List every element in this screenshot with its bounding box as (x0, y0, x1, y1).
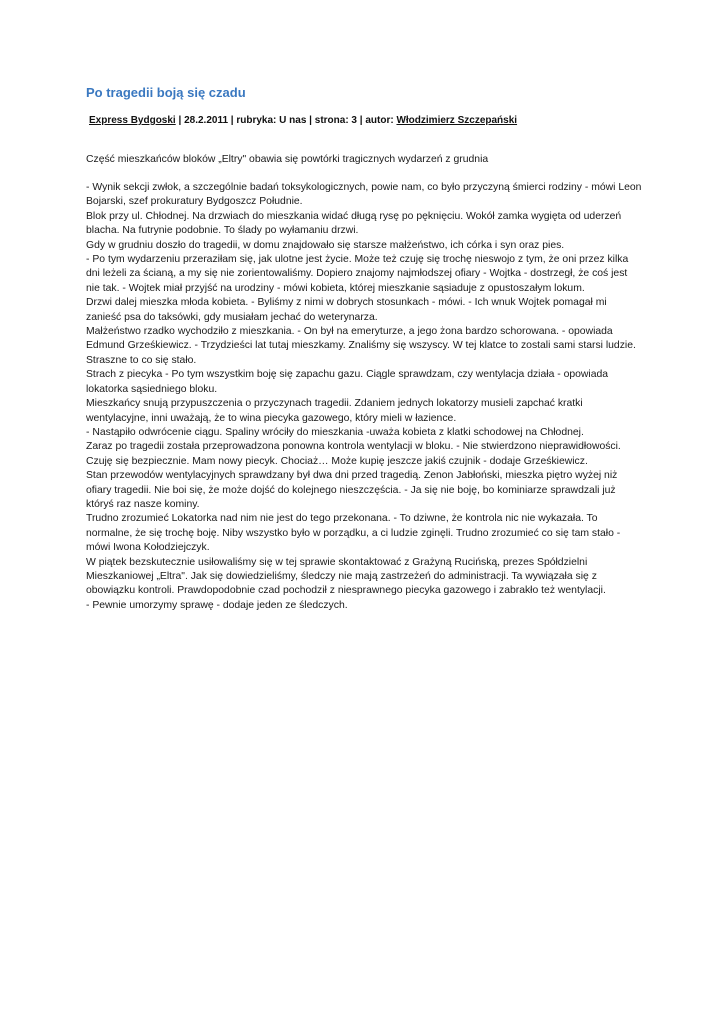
meta-separator: | (306, 115, 315, 126)
body-paragraph: Gdy w grudniu doszło do tragedii, w domu znajdowało się starsze małżeństwo, ich córka i syn oraz pies. (86, 239, 565, 251)
body-paragraph: Strach z piecyka - Po tym wszystkim boję się zapachu gazu. Ciągle sprawdzam, czy wentylacja działa - opowiada lokatorka sąsiedniego bloku. (86, 369, 609, 395)
body-paragraph: Małżeństwo rzadko wychodziło z mieszkania. - On był na emeryturze, a jego żona bardzo schorowana. - opowiada Edmund Grześkiewicz. - Trzydzieści lat tutaj mieszkamy. Znaliśmy się wszyscy. W tej klatce to zostali sami starsi ludzie. Straszne to co się stało. (86, 326, 636, 366)
article-body (86, 181, 642, 613)
article-meta (89, 115, 517, 126)
body-paragraph: Blok przy ul. Chłodnej. Na drzwiach do mieszkania widać długą rysę po pęknięciu. Wokół zamka wygięta od uderzeń blacha. Na futrynie podobnie. To ślady po wyłamaniu drzwi. (86, 210, 622, 237)
source-link[interactable]: Express Bydgoski (89, 115, 176, 126)
meta-separator: | (228, 115, 237, 126)
body-paragraph: Trudno zrozumieć Lokatorka nad nim nie jest do tego przekonana. - To dziwne, że kontrola nic nie wykazała. To normalne, że się trochę boję. Niby wszystko było w porządku, a ci ludzie zginęli. Trudno zrozumieć co się tam stało - mówi Iwona Kołodziejczyk. (86, 513, 621, 554)
body-paragraph: Zaraz po tragedii została przeprowadzona ponowna kontrola wentylacji w bloku. - Nie stwierdzono nieprawidłowości. Czuję się bezpiecznie. Mam nowy piecyk. Chociaż… Może kupię jeszcze jakiś czujnik - dodaje Grześkiewicz. (86, 441, 621, 467)
body-paragraph: - Po tym wydarzeniu przeraziłam się, jak ulotne jest życie. Może też czuję się trochę nieswojo z tym, że oni przez kilka dni leżeli za ścianą, a my się nie zorientowaliśmy. Dopiero znajomy najmłodszej ofiary - Wojtka - dostrzegł, że coś jest nie tak. - Wojtek miał przyjść na urodziny - mówi kobieta, której mieszkanie sąsiaduje z opustoszałym lokum. (86, 254, 629, 294)
author-label: autor: (365, 115, 397, 126)
article-date: 28.2.2011 (184, 115, 229, 126)
author-link[interactable]: Włodzimierz Szczepański (396, 115, 518, 126)
meta-separator: | (175, 115, 185, 126)
body-paragraph: - Wynik sekcji zwłok, a szczególnie badań toksykologicznych, powie nam, co było przyczyną śmierci rodziny - mówi Leon Bojarski, szef prokuratury Bydgoszcz Południe. (86, 182, 642, 208)
article-page: strona: 3 (314, 115, 357, 126)
body-paragraph: - Nastąpiło odwrócenie ciągu. Spaliny wróciły do mieszkania -uważa kobieta z klatki schodowej na Chłodnej. (86, 426, 584, 438)
article-lead: Część mieszkańców bloków „Eltry" obawia się powtórki tragicznych wydarzeń z grudnia (86, 154, 489, 165)
article-title: Po tragedii boją się czadu (86, 85, 246, 100)
body-paragraph: Mieszkańcy snują przypuszczenia o przyczynach tragedii. Zdaniem jednych lokatorzy musieli zapchać kratki wentylacyjne, inni uważają, że to wina piecyka gazowego, który mieli w łazience. (86, 398, 583, 424)
article-rubric: rubryka: U nas (236, 115, 307, 126)
body-paragraph: - Pewnie umorzymy sprawę - dodaje jeden ze śledczych. (86, 599, 348, 611)
body-paragraph: Drzwi dalej mieszka młoda kobieta. - Byliśmy z nimi w dobrych stosunkach - mówi. - Ich wnuk Wojtek pomagał mi zanieść psa do taksówki, gdy musiałam jechać do weterynarza. (86, 297, 607, 323)
body-paragraph: W piątek bezskutecznie usiłowaliśmy się w tej sprawie skontaktować z Grażyną Rucińską, prezes Spółdzielni Mieszkaniowej „Eltra". Jak się dowiedzieliśmy, śledczy nie mają zastrzeżeń do administracji. Ta wywiązała się z obowiązku kontroli. Prawdopodobnie czad pochodził z niesprawnego piecyka gazowego i zabrakło też wentylacji. (86, 556, 606, 597)
body-paragraph: Stan przewodów wentylacyjnych sprawdzany był dwa dni przed tragedią. Zenon Jabłoński, mieszka piętro wyżej niż ofiary tragedii. Nie boi się, że może dojść do kolejnego nieszczęścia. - Ja się nie boję, bo kominiarze sprawdzali już któryś raz nasze kominy. (86, 470, 618, 510)
meta-separator: | (357, 115, 366, 126)
